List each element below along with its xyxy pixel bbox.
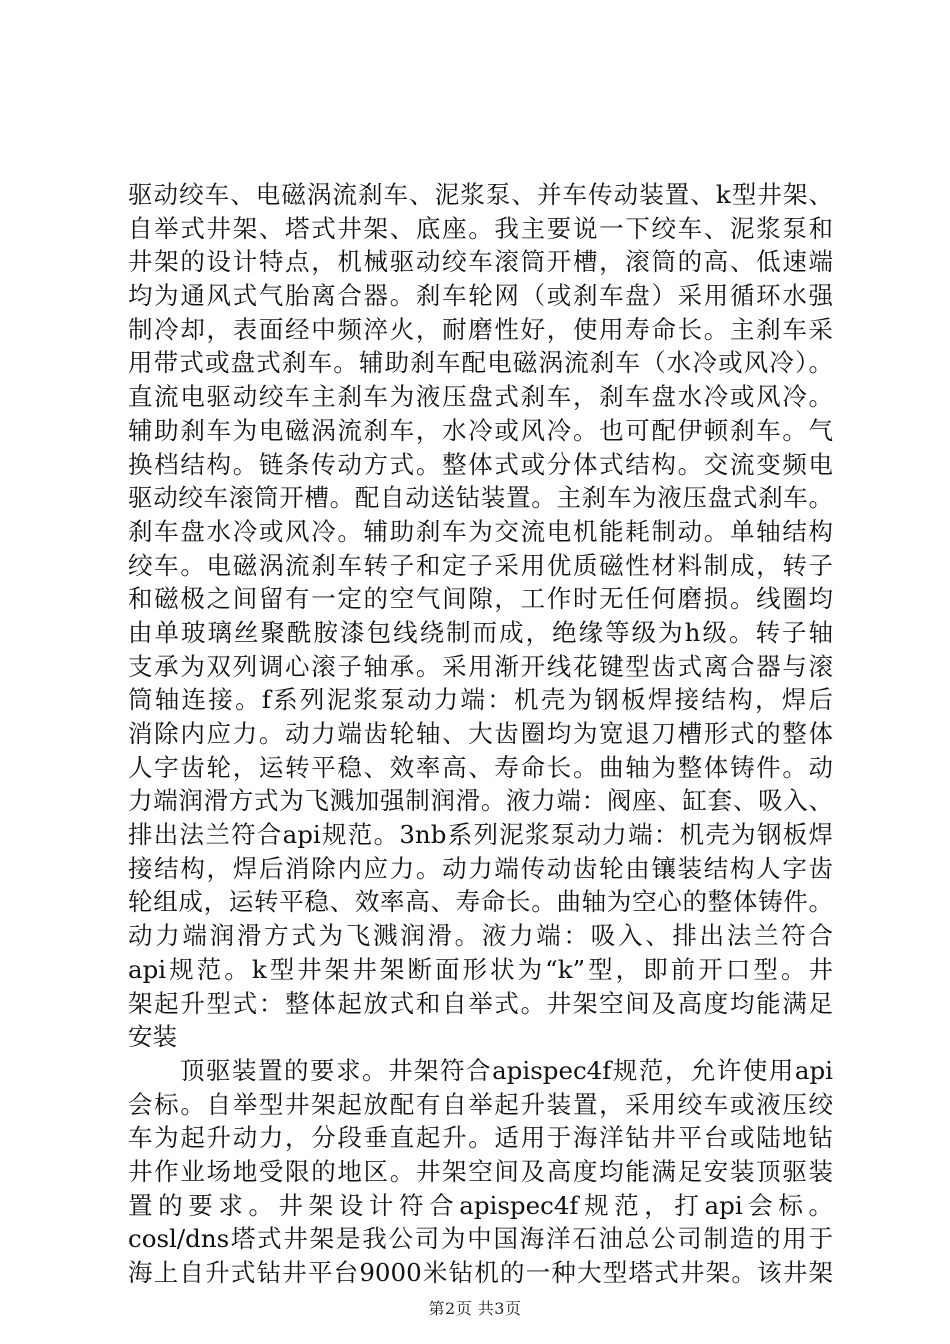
text-line: 排出法兰符合api规范。3nb系列泥浆泵动力端：机壳为钢板焊	[128, 820, 833, 850]
page-number: 第2页 共3页	[428, 1299, 522, 1318]
text-line: 换档结构。链条传动方式。整体式或分体式结构。交流变频电	[128, 449, 833, 479]
page-footer	[0, 1296, 950, 1319]
text-line: 自举式井架、塔式井架、底座。我主要说一下绞车、泥浆泵和	[128, 213, 833, 243]
text-line: api规范。k型井架井架断面形状为“k”型，即前开口型。井	[128, 954, 833, 984]
text-line: 消除内应力。动力端齿轮轴、大齿圈均为宽退刀槽形式的整体	[128, 719, 833, 748]
text-line: 安装	[128, 1022, 177, 1052]
text-line: 均为通风式气胎离合器。刹车轮网（或刹车盘）采用循环水强	[128, 281, 833, 311]
text-line: 直流电驱动绞车主刹车为液压盘式刹车，刹车盘水冷或风冷。	[128, 382, 833, 412]
text-line: 置的要求。井架设计符合apispec4f规范，打api会标。	[128, 1190, 833, 1220]
text-line: 绞车。电磁涡流刹车转子和定子采用优质磁性材料制成，转子	[128, 550, 833, 580]
text-line: 人字齿轮，运转平稳、效率高、寿命长。曲轴为整体铸件。动	[128, 752, 833, 782]
text-line: 力端润滑方式为飞溅加强制润滑。液力端：阀座、缸套、吸入、	[128, 786, 833, 816]
text-line: 制冷却，表面经中频淬火，耐磨性好，使用寿命长。主刹车采	[128, 314, 833, 344]
text-line: 驱动绞车、电磁涡流刹车、泥浆泵、并车传动装置、k型井架、	[128, 180, 833, 209]
text-line: 驱动绞车滚筒开槽。配自动送钻装置。主刹车为液压盘式刹车。	[128, 483, 833, 513]
text-line: 海上自升式钻井平台9000米钻机的一种大型塔式井架。该井架	[128, 1258, 833, 1287]
body-text	[128, 178, 833, 1290]
text-line: 会标。自举型井架起放配有自举起升装置，采用绞车或液压绞	[128, 1089, 833, 1119]
text-line: 和磁极之间留有一定的空气间隙，工作时无任何磨损。线圈均	[128, 584, 833, 614]
text-line: 轮组成，运转平稳、效率高、寿命长。曲轴为空心的整体铸件。	[128, 887, 833, 917]
text-line: 筒轴连接。f系列泥浆泵动力端：机壳为钢板焊接结构，焊后	[128, 685, 833, 715]
text-line: 架起升型式：整体起放式和自举式。井架空间及高度均能满足	[128, 988, 833, 1018]
text-line: 支承为双列调心滚子轴承。采用渐开线花键型齿式离合器与滚	[128, 651, 833, 681]
text-line: 动力端润滑方式为飞溅润滑。液力端：吸入、排出法兰符合	[128, 921, 833, 951]
text-line: 由单玻璃丝聚酰胺漆包线绕制而成，绝缘等级为h级。转子轴	[128, 617, 833, 647]
text-line: 井作业场地受限的地区。井架空间及高度均能满足安装顶驱装	[128, 1156, 833, 1186]
text-line: 井架的设计特点，机械驱动绞车滚筒开槽，滚筒的高、低速端	[128, 247, 833, 277]
text-line: cosl/dns塔式井架是我公司为中国海洋石油总公司制造的用于	[128, 1224, 833, 1254]
text-line-indented: 顶驱装置的要求。井架符合apispec4f规范，允许使用api	[180, 1055, 833, 1085]
text-line: 车为起升动力，分段垂直起升。适用于海洋钻井平台或陆地钻	[128, 1123, 833, 1153]
text-line: 辅助刹车为电磁涡流刹车，水冷或风冷。也可配伊顿刹车。气	[128, 415, 833, 445]
text-line: 接结构，焊后消除内应力。动力端传动齿轮由镶装结构人字齿	[128, 853, 833, 883]
text-line: 刹车盘水冷或风冷。辅助刹车为交流电机能耗制动。单轴结构	[128, 516, 833, 546]
text-line: 用带式或盘式刹车。辅助刹车配电磁涡流刹车（水冷或风冷）。	[128, 348, 833, 378]
